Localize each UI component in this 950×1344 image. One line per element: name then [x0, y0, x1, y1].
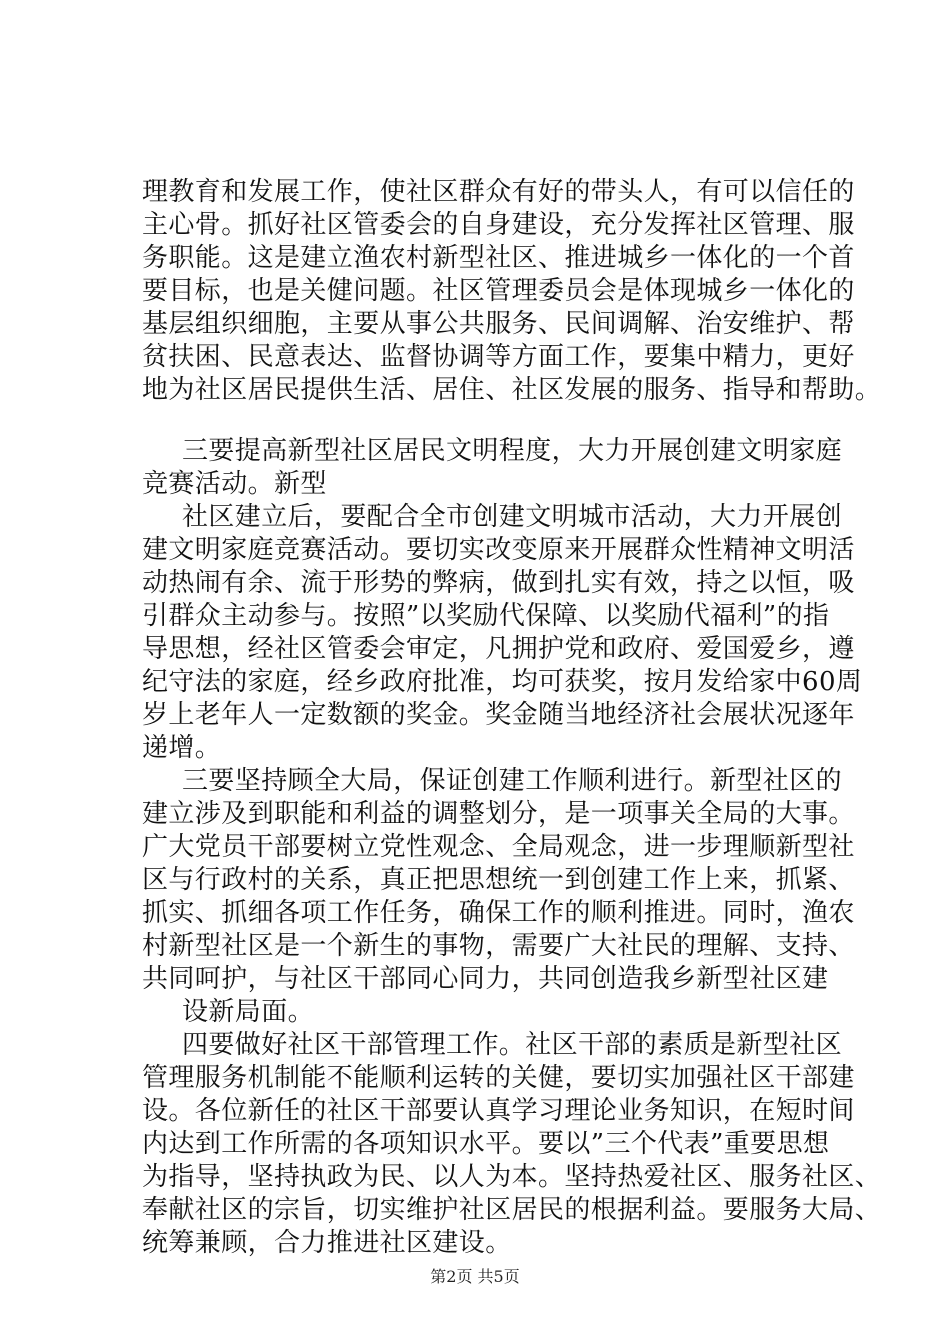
- text-line: 基层组织细胞，主要从事公共服务、民间调解、治安维护、帮: [142, 309, 855, 339]
- text-line: 管理服务机制能不能顺利运转的关健，要切实加强社区干部建: [142, 1063, 855, 1093]
- text-line: 导思想，经社区管委会审定，凡拥护党和政府、爱国爱乡，遵: [142, 634, 855, 664]
- text-line: 动热闹有余、流于形势的弊病，做到扎实有效，持之以恒，吸: [142, 568, 855, 598]
- paragraph-heading-line: 三要提高新型社区居民文明程度，大力开展创建文明家庭: [182, 436, 843, 466]
- text-line: 社区建立后，要配合全市创建文明城市活动，大力开展创: [182, 502, 843, 532]
- text-line: 村新型社区是一个新生的事物，需要广大社民的理解、支持、: [142, 931, 855, 961]
- text-line: 内达到工作所需的各项知识水平。要以”三个代表”重要思想: [142, 1129, 830, 1159]
- text-line: 要目标，也是关健问题。社区管理委员会是体现城乡一体化的: [142, 276, 855, 306]
- text-line: 区与行政村的关系，真正把思想统一到创建工作上来，抓紧、: [142, 865, 855, 895]
- text-line: 抓实、抓细各项工作任务，确保工作的顺利推进。同时，渔农: [142, 898, 855, 928]
- paragraph-heading-line: 三要坚持顾全大局，保证创建工作顺利进行。新型社区的: [182, 766, 843, 796]
- text-line: 为指导，坚持执政为民、以人为本。坚持热爱社区、服务社区、: [142, 1162, 882, 1192]
- text-line: 务职能。这是建立渔农村新型社区、推进城乡一体化的一个首: [142, 243, 855, 273]
- text-line: 竞赛活动。新型: [142, 469, 327, 499]
- text-line: 引群众主动参与。按照”以奖励代保障、以奖励代福利”的指: [142, 601, 830, 631]
- text-line: 广大党员干部要树立党性观念、全局观念，进一步理顺新型社: [142, 832, 855, 862]
- text-line: 设。各位新任的社区干部要认真学习理论业务知识，在短时间: [142, 1096, 855, 1126]
- text-line: 岁上老年人一定数额的奖金。奖金随当地经济社会展状况逐年: [142, 700, 855, 730]
- text-line: 建文明家庭竞赛活动。要切实改变原来开展群众性精神文明活: [142, 535, 855, 565]
- text-line: 理教育和发展工作，使社区群众有好的带头人，有可以信任的: [142, 177, 855, 207]
- text-line: 奉献社区的宗旨，切实维护社区居民的根据利益。要服务大局、: [142, 1195, 882, 1225]
- text-line: 递增。: [142, 733, 222, 763]
- text-line: 设新局面。: [182, 997, 315, 1027]
- text-line: 建立涉及到职能和利益的调整划分，是一项事关全局的大事。: [142, 799, 855, 829]
- text-line: 共同呵护，与社区干部同心同力，共同创造我乡新型社区建: [142, 964, 829, 994]
- text-line: 主心骨。抓好社区管委会的自身建设，充分发挥社区管理、服: [142, 210, 855, 240]
- text-line: 地为社区居民提供生活、居住、社区发展的服务、指导和帮助。: [142, 375, 882, 405]
- page-number-footer: 第2页 共5页: [430, 1267, 520, 1286]
- paragraph-heading-line: 四要做好社区干部管理工作。社区干部的素质是新型社区: [182, 1030, 843, 1060]
- text-line: 贫扶困、民意表达、监督协调等方面工作，要集中精力，更好: [142, 342, 855, 372]
- text-line: 纪守法的家庭，经乡政府批准，均可获奖，按月发给家中60周: [142, 667, 863, 697]
- text-line: 统筹兼顾，合力推进社区建设。: [142, 1228, 512, 1258]
